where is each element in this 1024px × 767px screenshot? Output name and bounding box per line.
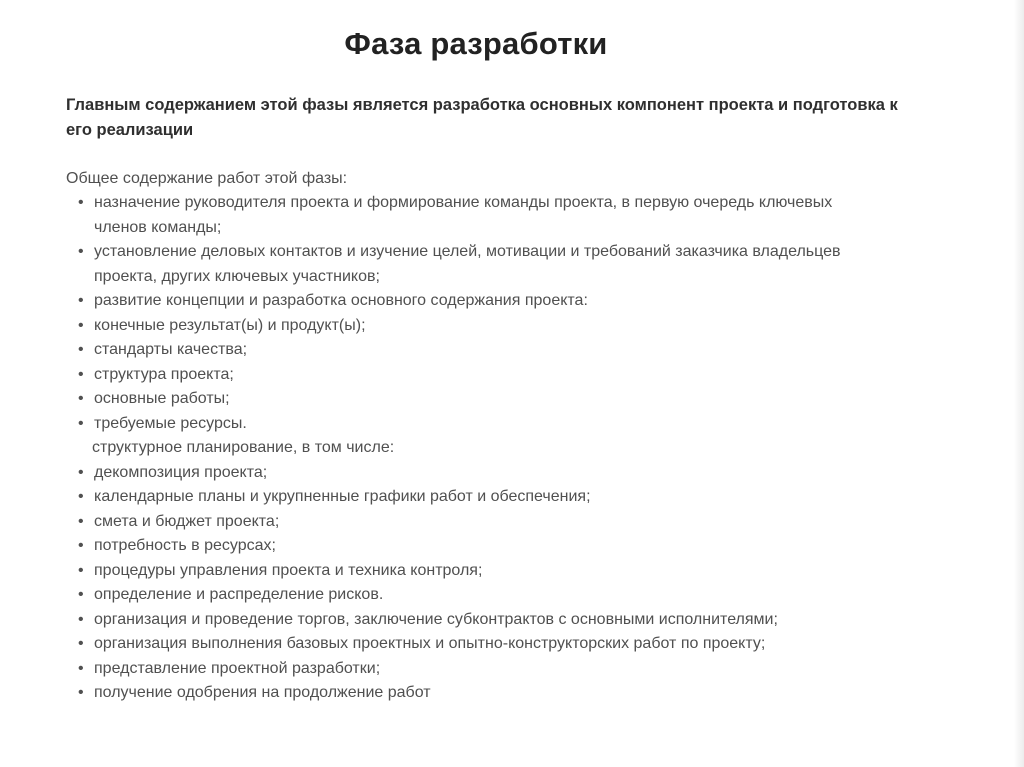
list-item xyxy=(78,534,918,559)
list-item-text: конечные результат(ы) и продукт(ы); xyxy=(94,316,366,334)
bullet-icon: • xyxy=(78,365,84,383)
list-item xyxy=(78,608,918,633)
list-item xyxy=(78,510,918,535)
list-item-text: установление деловых контактов и изучение целей, мотивации и требований заказчика владельцев проекта, других ключевых участников; xyxy=(94,243,841,285)
list-item-text: развитие концепции и разработка основного содержания проекта: xyxy=(94,292,588,309)
list-item xyxy=(78,559,918,584)
list-item-text: декомпозиция проекта; xyxy=(94,463,268,481)
bullet-icon: • xyxy=(78,659,84,677)
bullet-icon: • xyxy=(78,586,84,603)
list-item-text: представление проектной разработки; xyxy=(94,659,381,677)
list-item xyxy=(78,387,918,412)
list-item-text: календарные планы и укрупненные графики работ и обеспечения; xyxy=(94,488,591,505)
list-item xyxy=(78,485,918,510)
list-item xyxy=(78,412,918,437)
list-item-text: назначение руководителя проекта и формирование команды проекта, в первую очередь ключевых членов команды; xyxy=(94,194,833,236)
list-item-text: процедуры управления проекта и техника контроля; xyxy=(94,561,483,579)
list-item xyxy=(78,583,918,608)
list-item xyxy=(78,191,884,240)
list-item xyxy=(78,461,918,486)
bullet-icon: • xyxy=(78,537,84,554)
bullet-icon: • xyxy=(78,292,84,309)
list-item xyxy=(78,338,918,363)
list-item-text: определение и распределение рисков. xyxy=(94,586,384,603)
bullet-icon: • xyxy=(78,316,84,334)
list-item xyxy=(78,289,918,314)
slide-edge-shadow xyxy=(1014,0,1024,767)
list-item-text: стандарты качества; xyxy=(94,341,248,358)
bullet-icon: • xyxy=(78,194,84,211)
list-item xyxy=(78,632,918,657)
list-item-text: структура проекта; xyxy=(94,365,234,383)
bullet-icon: • xyxy=(78,512,84,530)
bullet-icon: • xyxy=(78,243,84,260)
list-item xyxy=(78,681,918,706)
list-subheading xyxy=(78,436,918,461)
list-item-text: смета и бюджет проекта; xyxy=(94,512,280,530)
list-item-text: структурное планирование, в том числе: xyxy=(92,439,395,456)
list-item-text: основные работы; xyxy=(94,390,230,407)
list-item-text: потребность в ресурсах; xyxy=(94,537,276,554)
list-item xyxy=(78,240,884,289)
slide-title: Фаза разработки xyxy=(344,26,608,61)
list-item-text: организация выполнения базовых проектных и опытно-конструкторских работ по проекту; xyxy=(94,635,766,652)
intro-paragraph: Главным содержанием этой фазы является разработка основных компонент проекта и подготовка к его реализации xyxy=(66,96,898,139)
bullet-icon: • xyxy=(78,610,84,628)
bullet-icon: • xyxy=(78,488,84,505)
list-item xyxy=(78,363,918,388)
bullet-icon: • xyxy=(78,463,84,481)
section-heading: Общее содержание работ этой фазы: xyxy=(66,170,348,187)
content-list xyxy=(78,191,918,706)
list-item xyxy=(78,657,918,682)
bullet-icon: • xyxy=(78,390,84,407)
list-item-text: получение одобрения на продолжение работ xyxy=(94,684,431,701)
bullet-icon: • xyxy=(78,341,84,358)
bullet-icon: • xyxy=(78,635,84,652)
bullet-icon: • xyxy=(78,561,84,579)
list-item-text: организация и проведение торгов, заключение субконтрактов с основными исполнителями; xyxy=(94,610,778,628)
bullet-icon: • xyxy=(78,684,84,701)
bullet-icon: • xyxy=(78,414,84,432)
list-item-text: требуемые ресурсы. xyxy=(94,414,247,432)
list-item xyxy=(78,314,918,339)
